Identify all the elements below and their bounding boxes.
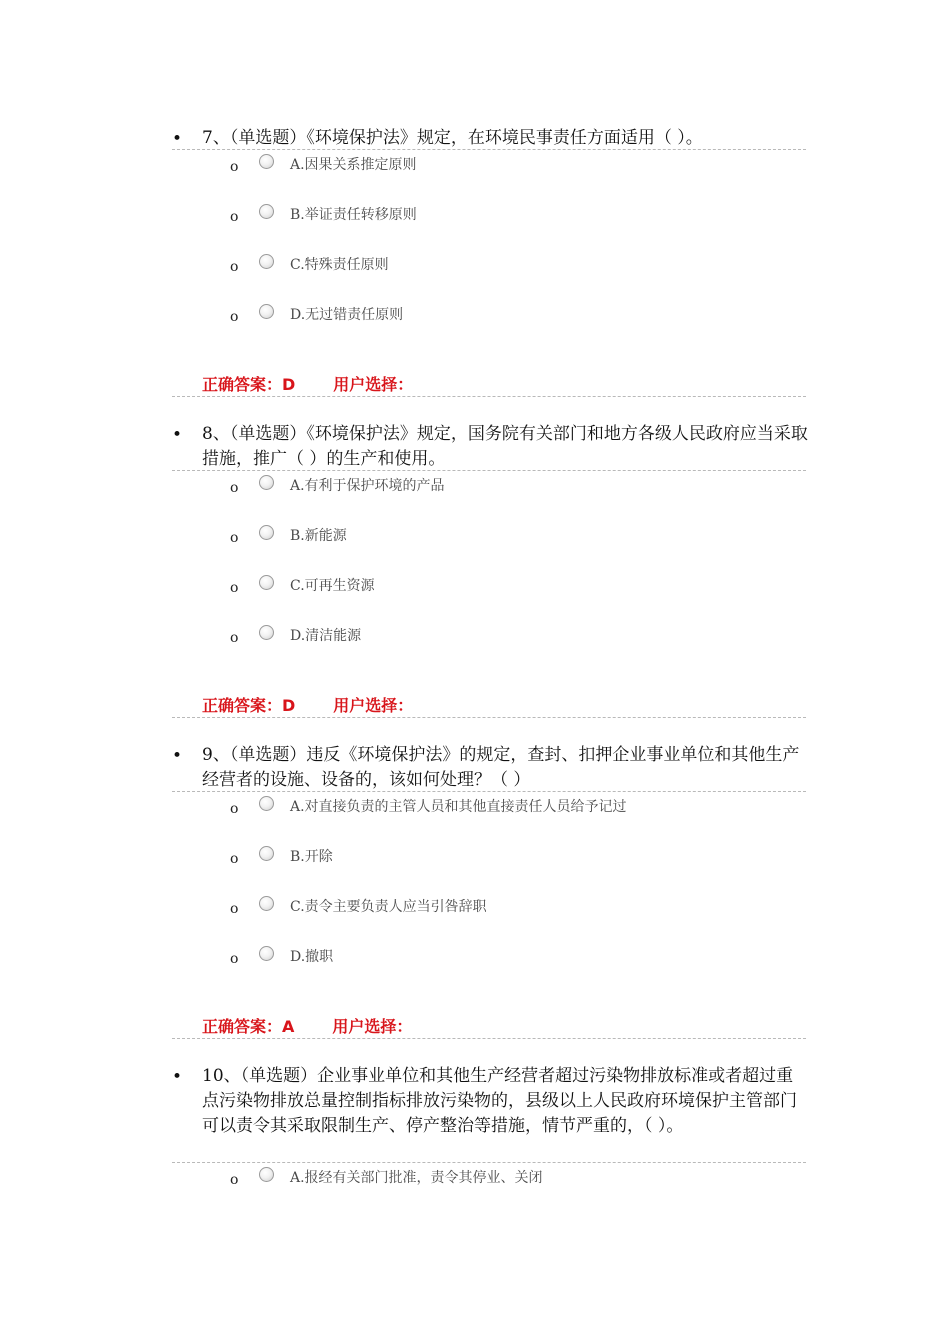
option-label: A.报经有关部门批准，责令其停业、关闭 — [290, 1170, 543, 1186]
option-label: A.对直接负责的主管人员和其他直接责任人员给予记过 — [290, 799, 627, 815]
option-bullet-icon: o — [230, 901, 239, 917]
option-a[interactable] — [0, 796, 950, 820]
option-bullet-icon: o — [230, 530, 239, 546]
radio-button[interactable] — [259, 254, 274, 269]
option-c[interactable] — [0, 254, 950, 278]
divider — [172, 717, 806, 718]
radio-button[interactable] — [259, 625, 274, 640]
option-d[interactable] — [0, 946, 950, 970]
answer-line — [202, 374, 413, 396]
question-text: 8、（单选题）《环境保护法》规定，国务院有关部门和地方各级人民政府应当采取措施，推广（ ）的生产和使用。 — [202, 424, 808, 469]
divider — [172, 791, 806, 792]
option-b[interactable] — [0, 204, 950, 228]
option-b[interactable] — [0, 525, 950, 549]
option-bullet-icon: o — [230, 309, 239, 325]
question-text: 9、（单选题）违反《环境保护法》的规定，查封、扣押企业事业单位和其他生产经营者的设施、设备的，该如何处理？（ ） — [202, 745, 800, 790]
option-a[interactable] — [0, 154, 950, 178]
option-bullet-icon: o — [230, 801, 239, 817]
radio-button[interactable] — [259, 475, 274, 490]
answer-line — [202, 1016, 412, 1038]
user-choice: 用户选择： — [333, 696, 414, 715]
bullet-icon: • — [172, 129, 183, 149]
divider — [172, 470, 806, 471]
option-bullet-icon: o — [230, 630, 239, 646]
option-d[interactable] — [0, 625, 950, 649]
correct-answer: 正确答案：D — [202, 375, 296, 394]
option-label: B.开除 — [290, 849, 333, 865]
divider — [172, 1162, 806, 1163]
user-choice: 用户选择： — [333, 375, 414, 394]
option-bullet-icon: o — [230, 209, 239, 225]
option-d[interactable] — [0, 304, 950, 328]
answer-line — [202, 695, 413, 717]
divider — [172, 396, 806, 397]
radio-button[interactable] — [259, 575, 274, 590]
option-label: D.撤职 — [290, 949, 334, 965]
radio-button[interactable] — [259, 946, 274, 961]
option-label: A.有利于保护环境的产品 — [290, 478, 445, 494]
option-label: C.特殊责任原则 — [290, 257, 389, 273]
option-label: C.可再生资源 — [290, 578, 375, 594]
option-label: C.责令主要负责人应当引咎辞职 — [290, 899, 487, 915]
option-bullet-icon: o — [230, 951, 239, 967]
option-bullet-icon: o — [230, 1172, 239, 1188]
radio-button[interactable] — [259, 525, 274, 540]
question-text: 7、（单选题）《环境保护法》规定，在环境民事责任方面适用（ ）。 — [202, 128, 703, 148]
option-a[interactable] — [0, 475, 950, 499]
radio-button[interactable] — [259, 796, 274, 811]
radio-button[interactable] — [259, 896, 274, 911]
question-text: 10、（单选题）企业事业单位和其他生产经营者超过污染物排放标准或者超过重点污染物排放总量控制指标排放污染物的，县级以上人民政府环境保护主管部门可以责令其采取限制生产、停产整治等措施，情节严重的，（ ）。 — [202, 1066, 797, 1136]
user-choice: 用户选择： — [332, 1017, 413, 1036]
correct-answer: 正确答案：D — [202, 696, 296, 715]
correct-answer: 正确答案：A — [202, 1017, 295, 1036]
divider — [172, 1038, 806, 1039]
option-label: A.因果关系推定原则 — [290, 157, 417, 173]
option-c[interactable] — [0, 575, 950, 599]
option-bullet-icon: o — [230, 480, 239, 496]
option-label: D.无过错责任原则 — [290, 307, 404, 323]
bullet-icon: • — [172, 746, 183, 766]
option-label: D.清洁能源 — [290, 628, 362, 644]
option-bullet-icon: o — [230, 159, 239, 175]
radio-button[interactable] — [259, 154, 274, 169]
option-label: B.举证责任转移原则 — [290, 207, 417, 223]
bullet-icon: • — [172, 1067, 183, 1087]
option-bullet-icon: o — [230, 851, 239, 867]
radio-button[interactable] — [259, 846, 274, 861]
radio-button[interactable] — [259, 304, 274, 319]
radio-button[interactable] — [259, 204, 274, 219]
divider — [172, 149, 806, 150]
radio-button[interactable] — [259, 1167, 274, 1182]
option-b[interactable] — [0, 846, 950, 870]
option-bullet-icon: o — [230, 580, 239, 596]
option-bullet-icon: o — [230, 259, 239, 275]
option-c[interactable] — [0, 896, 950, 920]
bullet-icon: • — [172, 425, 183, 445]
option-label: B.新能源 — [290, 528, 347, 544]
option-a[interactable] — [0, 1167, 950, 1191]
